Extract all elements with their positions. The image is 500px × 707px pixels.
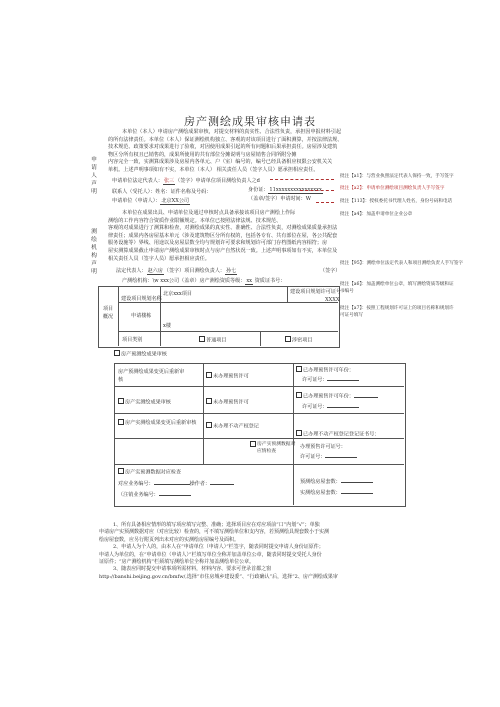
review-row-2-label[interactable]: 房产实测绘成果审核 [118, 398, 171, 406]
review-row-2-permit[interactable]: 许可证号： [302, 403, 359, 410]
project-name-label: 建设项目规划名称 [121, 296, 162, 302]
footer-line: 申请人为单位的，在“申请单位（申请人）”栏填写单位全称并加盖单位公章，随表同时提交受托人身份 [99, 551, 322, 558]
unit-label: 申请单位（申请人）： [112, 198, 161, 204]
footer-link[interactable]: http://banshi.beijing.gov.cn/bmfw/,选择“市住房城乡建设委”、“行政确认”后，选择“2、房产测绘成果审 [99, 573, 338, 580]
contact-field[interactable]: 姓名：证件名称及号码： [155, 189, 212, 195]
annotation-4: 批注【a4】：加盖申请单位企业公章 [340, 212, 413, 217]
legal-rep-field[interactable]: 张三 [163, 178, 175, 184]
unit-row [112, 197, 190, 205]
inst-tech-label: （签字）项目测绘负责人： [163, 268, 226, 274]
contact-label: 联系人（受托人）： [112, 189, 156, 195]
project-side-label: 项目概况 [102, 306, 113, 320]
review-row-2-opt1[interactable]: 未办理预售许可 [206, 398, 249, 406]
inst-code-field[interactable]: \w [152, 278, 159, 284]
permit-label: 建设项目规划许可证号 [290, 289, 341, 295]
declaration-line: 物区分所有权且已销售的，成果所使用的共有部位分摊说明与房屋销售合同所附分摊 [108, 151, 297, 158]
inst-sign-tail: （签字） [320, 268, 341, 274]
notes-row[interactable]: （注销业务编号： [118, 491, 191, 498]
compare-right-4[interactable]: 实测绘房屋套数： [300, 489, 373, 496]
institution-side-label: 测绘机构声明 [91, 229, 97, 275]
review-row-3-opt2[interactable]: 已办理不动产权登记登记证书号： [296, 430, 379, 438]
compare-right-1: 办理预售许可证号： [300, 444, 346, 450]
institution-line: 律责任；成果内各房屋基本单元（涉及建筑物区分所有权的，包括各专有、共有部位在屋，各公共配套 [108, 232, 338, 239]
permit-field[interactable]: XXXX [325, 297, 340, 303]
inst-cert-label: 资质证书号： [254, 278, 286, 284]
compare-right-3[interactable]: 预测绘房屋套数： [300, 478, 373, 485]
review-row-1-label: 房产预测绘成果变更后重新审核 [118, 369, 185, 383]
presale-review-option[interactable]: 房产预测绘成果审核 [114, 350, 167, 358]
seal-row [248, 195, 311, 202]
footer-line: 2、申请人为个人的，由本人在“申请单位（申请人）”栏签字，随表同时提交申请人身份证原件； [113, 544, 324, 551]
footer-line: 证原件；“房产测绘机构”栏须填写测绘单位全称并加盖测绘单位公章。 [99, 559, 255, 566]
inst-code-label: 产测绘机构： [122, 278, 153, 284]
type-label: 项目类别 [122, 337, 143, 343]
declaration-line: 单机。上述声明事项如有不实，本单位（本人） 相关责任人员（签字人员）愿承担相应责任。 [108, 166, 319, 173]
inst-legal-row [116, 267, 237, 275]
footer-line: 3、随表应同时提交申请事项所需材料，材料内容、要求可登录首都之窗 [113, 566, 272, 573]
project-name-field[interactable]: 北京xxx项目 [163, 291, 192, 297]
inst-org-row [122, 277, 285, 285]
declaration-line: 的所有法律责任。本单位（本人）保证测绘机构独立、客观的对该项目进行了面积测算，并按法律法规、 [108, 136, 343, 143]
institution-line: 服务设施等）界线、用途以及房屋层数全均与规划许可要求和规划许可部门存档图纸内容相符；房 [108, 240, 328, 247]
declaration-side-label: 申请人声明 [91, 157, 97, 195]
inst-grade-field[interactable]: xx [246, 278, 253, 284]
id-label: 身份证： [248, 187, 269, 193]
annotation-2: 批注【a2】：申请单位测绘项目测绘负责人手写签字 [340, 186, 445, 191]
type-secret-option[interactable]: 涉密项目 [285, 336, 312, 344]
annotation-3: 批注【113】：授权委托书代理人姓名，身份号码和电话 [340, 199, 453, 204]
institution-line: 屋实测算成果截止申请房产测绘成果审核时点与房产自然状况一致。上述声明事项如有不实，本单位及 [108, 247, 338, 254]
review-row-1-permit[interactable]: 许可证号： [302, 376, 359, 383]
footer-line: 绘房屋套数，应另行附页列出未对应的实测绘房屋编号及面积。 [99, 536, 240, 543]
inst-legal-label: 法定代表人： [116, 268, 147, 274]
footer-line: 申请房产实预测数据对应（对应比较）检查的，可不填写测绘单位和支内容，若预测绘具规套数小于实测 [99, 529, 330, 536]
compare-option[interactable]: 房产实预测数据对应情检查 [250, 441, 297, 455]
declaration-line: 本单位（本人）申请房产测绘成果审核，对提交材料的真实性、合法性负责，承担因申报材料引起 [122, 129, 342, 135]
inst-org-field[interactable]: xxx公司（盖章）房产测绘资质等级： [160, 278, 246, 284]
annotation-1: 批注【a1】：与营业执照法定代表人保持一致，手写签字 [340, 174, 454, 179]
checkbox-presale[interactable] [114, 350, 120, 356]
checkbox-normal[interactable] [199, 336, 205, 342]
annotation-7: 批注【a7】：按照工程规划许可证上的项目名称和规划许可证号填写 [340, 306, 454, 318]
compare-right-2[interactable]: 许可证号： [300, 453, 357, 460]
review-row-3-label[interactable]: 房产实测绘成果变更后重新审核 [118, 419, 203, 428]
checkbox-secret[interactable] [285, 336, 291, 342]
business-row[interactable]: 对应业务编号： 操作者： [118, 480, 234, 487]
compare-label[interactable]: 房产实预测数据对应检查 [118, 468, 181, 476]
footer-line: 1、所有具备相应情形的填写项应填写完整、准确；选择项目应在对应项前“口”内划“√”；单独 [113, 522, 320, 528]
institution-line: 本单位在成果出具、申请单位及通过申核时点具备承接该项目房产测绘上作际 [122, 210, 296, 216]
building-label: 申请楼栋 [131, 313, 152, 319]
seal-label: （盖章/签字）申请时间： [248, 196, 306, 202]
type-normal-option[interactable]: 普通项目 [199, 336, 226, 344]
review-row-2-opt2[interactable]: 已办理预售许可年份： [296, 392, 378, 400]
page-title: 房产测绘成果审核申请表 [184, 115, 316, 128]
unit-field[interactable]: 北京XX公司 [161, 198, 190, 204]
review-row-1-opt1[interactable]: 未办理预售许可 [206, 372, 249, 380]
annotation-6: 批注【a6】：加盖测绘单位公章，填写测绘资质等级和证书编号 [340, 282, 454, 294]
annotation-5: 批注【95】：测绘单位法定代表人和项目测绘负责人手写签字 [340, 261, 463, 266]
declaration-text [108, 129, 342, 175]
footer-notes [99, 522, 338, 581]
institution-line: 相关责任人员（签字人员）愿承担相应责任。 [108, 255, 210, 262]
id-field[interactable]: 11xxxxxxxxxxxxxxxx [269, 187, 322, 193]
review-row-3-opt1[interactable]: 未办理不动产权登记 [206, 422, 259, 430]
review-row-1-opt2[interactable]: 已办理预售许可年份： [296, 366, 354, 374]
seal-field[interactable]: W [305, 196, 311, 202]
legal-rep-row [112, 177, 260, 185]
legal-rep-tail: （签字）申请单位项目测绘负责人之d [175, 178, 260, 184]
institution-line: 客观的对成果进行了测算和检查，对测绘成果的真实性、准确性、合法性负责，对测绘成果质量承担法 [108, 225, 338, 232]
building-field[interactable]: x楼 [163, 323, 171, 329]
contact-row [112, 188, 211, 195]
declaration-line: 内容完全一致，实测算成果涉及房屋内各单元、户（室）编号的，编号已经具备相应权限公安机关关 [108, 159, 333, 166]
declaration-line: 技术规范、政策要求对成果进行了验收，对因使用成果引起的所有问题和后果承担责任。房屋涉及建筑 [108, 144, 338, 151]
institution-line: 测绘的工作内容符合资质作业限额规定。本单位已按照法律法规、技术规范、 [108, 217, 282, 224]
institution-text [108, 210, 337, 263]
legal-rep-label: 申请单位法定代表人： [112, 178, 163, 184]
inst-tech-field[interactable]: 孙七 [226, 268, 237, 274]
inst-legal-field[interactable]: 赵六房 [147, 268, 163, 274]
